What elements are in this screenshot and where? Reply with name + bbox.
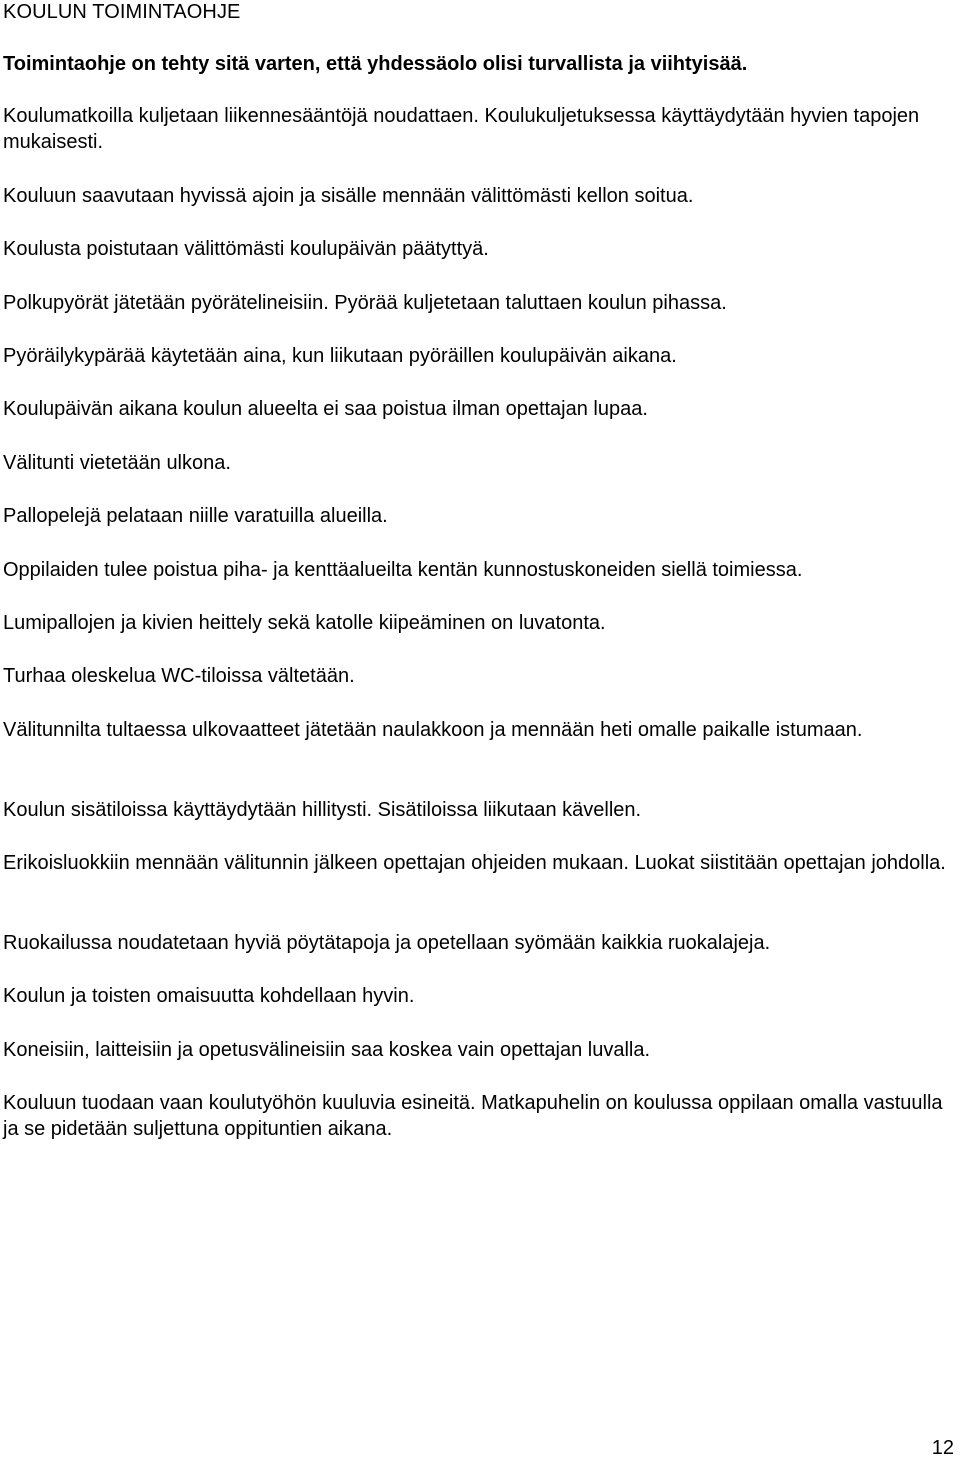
rule-paragraph: Koulusta poistutaan välittömästi koulupäivän päätyttyä.: [3, 238, 489, 260]
rule-paragraph: Ruokailussa noudatetaan hyviä pöytätapoja ja opetellaan syömään kaikkia ruokalajeja.: [3, 932, 771, 954]
rule-paragraph: Lumipallojen ja kivien heittely sekä katolle kiipeäminen on luvatonta.: [3, 612, 606, 634]
rule-paragraph: Pyöräilykypärää käytetään aina, kun liikutaan pyöräillen koulupäivän aikana.: [3, 345, 677, 367]
rule-paragraph: Koulupäivän aikana koulun alueelta ei saa poistua ilman opettajan lupaa.: [3, 398, 648, 420]
rule-paragraph: Oppilaiden tulee poistua piha- ja kenttäalueilta kentän kunnostuskoneiden siellä toimiessa.: [3, 559, 803, 581]
rule-paragraph: Koulun sisätiloissa käyttäydytään hillitysti. Sisätiloissa liikutaan kävellen.: [3, 799, 642, 821]
rule-paragraph: Koulumatkoilla kuljetaan liikennesääntöjä noudattaen. Koulukuljetuksessa käyttäydytään hyvien tapojen mukaisesti.: [3, 105, 920, 153]
rule-paragraph: Turhaa oleskelua WC-tiloissa vältetään.: [3, 665, 355, 687]
document-title: KOULUN TOIMINTAOHJE: [3, 1, 241, 23]
rule-paragraph: Koulun ja toisten omaisuutta kohdellaan hyvin.: [3, 985, 415, 1007]
intro-paragraph: Toimintaohje on tehty sitä varten, että yhdessäolo olisi turvallista ja viihtyisää.: [3, 53, 748, 75]
rule-paragraph: Pallopelejä pelataan niille varatuilla alueilla.: [3, 505, 388, 527]
rule-paragraph: Polkupyörät jätetään pyörätelineisiin. Pyörää kuljetetaan taluttaen koulun pihassa.: [3, 292, 727, 314]
rule-paragraph: Koneisiin, laitteisiin ja opetusvälineisiin saa koskea vain opettajan luvalla.: [3, 1039, 651, 1061]
rule-paragraph: Kouluun tuodaan vaan koulutyöhön kuuluvia esineitä. Matkapuhelin on koulussa oppilaan omalla vastuulla ja se pidetään suljettuna oppituntien aikana.: [3, 1092, 943, 1140]
rule-paragraph: Välitunnilta tultaessa ulkovaatteet jätetään naulakkoon ja mennään heti omalle paikalle istumaan.: [3, 719, 863, 741]
page-number: 12: [931, 1437, 954, 1459]
rule-paragraph: Kouluun saavutaan hyvissä ajoin ja sisälle mennään välittömästi kellon soitua.: [3, 185, 694, 207]
rule-paragraph: Erikoisluokkiin mennään välitunnin jälkeen opettajan ohjeiden mukaan. Luokat siistitään opettajan johdolla.: [3, 852, 946, 874]
rule-paragraph: Välitunti vietetään ulkona.: [3, 452, 231, 474]
